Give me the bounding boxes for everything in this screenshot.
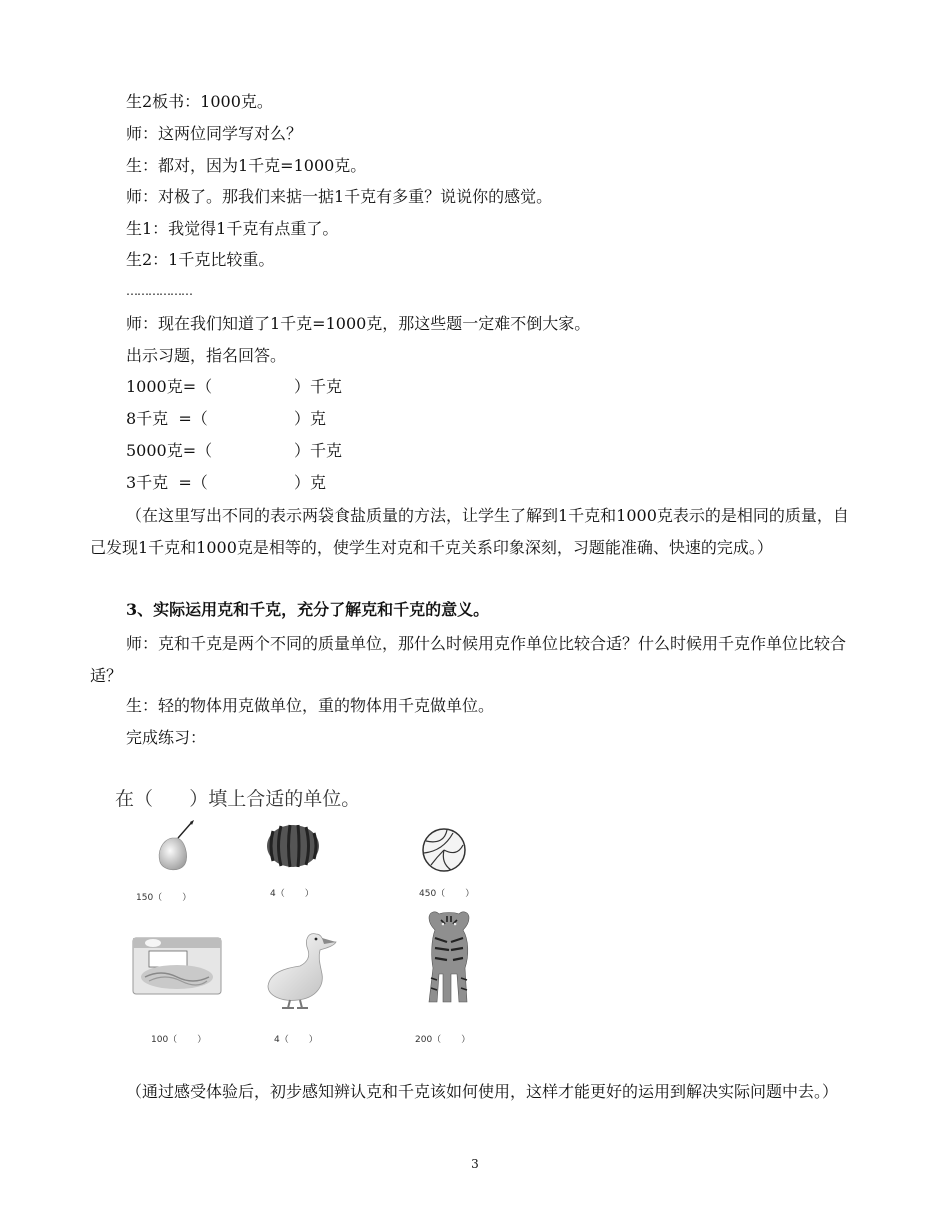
duck-icon (264, 928, 340, 1010)
exercise-left: 8千克 =（ (126, 409, 208, 428)
item-caption: 4（ ） (274, 1035, 318, 1045)
dialogue-line: 师：这两位同学写对么？ (126, 124, 303, 143)
item-caption: 4（ ） (270, 889, 314, 899)
pear-icon (152, 818, 202, 874)
page-number: 3 (471, 1157, 479, 1171)
item-caption: 450（ ） (419, 889, 475, 899)
dialogue-line: 师：对极了。那我们来掂一掂1千克有多重？说说你的感觉。 (126, 187, 553, 206)
dialogue-line: 师：现在我们知道了1千克=1000克，那这些题一定难不倒大家。 (126, 314, 591, 333)
snack-bag-icon (131, 935, 223, 997)
exercise-left: 5000克=（ (126, 441, 213, 460)
dialogue-line: 生2：1千克比较重。 (126, 250, 275, 269)
section-heading: 3、实际运用克和千克，充分了解克和千克的意义。 (126, 600, 490, 619)
ellipsis-line: ……………… (126, 284, 192, 298)
dialogue-line: 生2板书：1000克。 (126, 92, 273, 111)
item-caption: 150（ ） (136, 893, 192, 903)
watermelon-icon (265, 823, 321, 869)
worksheet-heading: 在（ ）填上合适的单位。 (115, 788, 361, 810)
practice-label: 完成练习： (126, 728, 207, 747)
exercise-right: ）克 (294, 409, 327, 428)
item-caption: 100（ ） (151, 1035, 207, 1045)
exercise-right: ）千克 (294, 441, 343, 460)
dialogue-line: 出示习题，指名回答。 (126, 346, 287, 365)
exercise-left: 3千克 =（ (126, 473, 208, 492)
teaching-note: （通过感受体验后，初步感知辨认克和千克该如何使用，这样才能更好的运用到解决实际问题中去。） (126, 1082, 839, 1101)
student-answer: 生：轻的物体用克做单位，重的物体用千克做单位。 (126, 696, 495, 715)
exercise-right: ）克 (294, 473, 327, 492)
exercise-right: ）千克 (294, 377, 343, 396)
tiger-icon (421, 908, 477, 1006)
dialogue-line: 生1：我觉得1千克有点重了。 (126, 219, 339, 238)
teacher-question: 师：克和千克是两个不同的质量单位，那什么时候用克作单位比较合适？什么时候用千克作单位比较合适？ (90, 634, 847, 685)
exercise-left: 1000克=（ (126, 377, 213, 396)
dialogue-line: 生：都对，因为1千克=1000克。 (126, 156, 367, 175)
item-caption: 200（ ） (415, 1035, 471, 1045)
volleyball-icon (421, 827, 467, 873)
teaching-note: （在这里写出不同的表示两袋食盐质量的方法，让学生了解到1千克和1000克表示的是相同的质量，自己发现1千克和1000克是相等的，使学生对克和千克关系印象深刻，习题能准确、快速的完成。） (90, 506, 849, 557)
